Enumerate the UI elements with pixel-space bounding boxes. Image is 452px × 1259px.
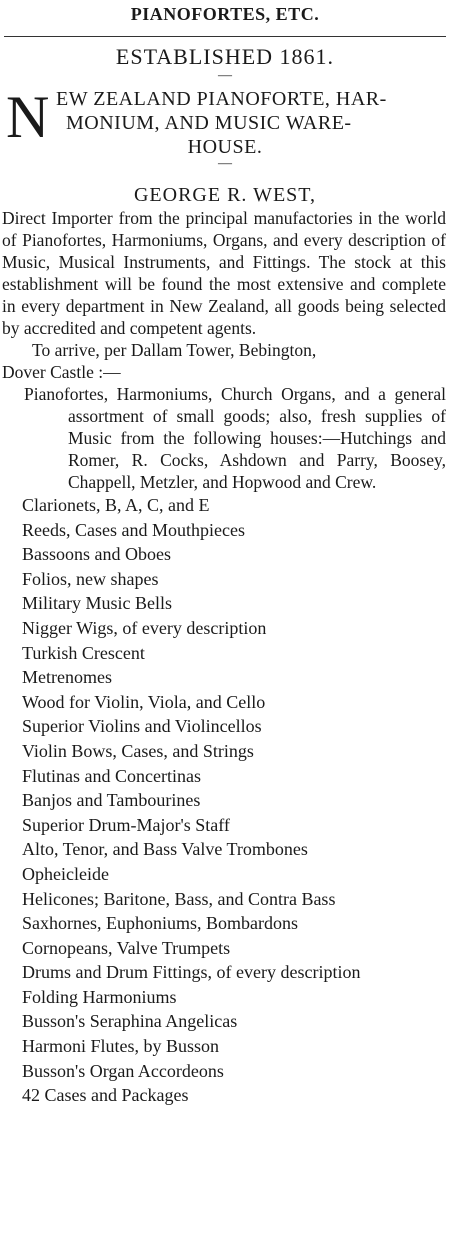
goods-list-item: Harmoni Flutes, by Busson — [22, 1036, 220, 1057]
goods-list-item: Flutinas and Concertinas — [22, 765, 201, 786]
goods-list-item: Drums and Drum Fittings, of every description — [22, 962, 361, 983]
goods-list — [2, 493, 448, 1108]
goods-list-item: Opheicleide — [22, 863, 109, 884]
goods-list-item: Banjos and Tambourines — [22, 790, 201, 811]
firm-name-block — [2, 84, 448, 159]
goods-list-item: Metrenomes — [22, 667, 112, 688]
goods-list-item: Violin Bows, Cases, and Strings — [22, 740, 254, 761]
established-line: ESTABLISHED 1861. — [115, 44, 335, 69]
separator-dash-2: — — [218, 156, 232, 171]
goods-list-item: Cornopeans, Valve Trumpets — [22, 937, 231, 958]
drop-cap: N — [6, 84, 50, 150]
goods-list-item: Turkish Crescent — [22, 642, 145, 663]
goods-list-item: Superior Violins and Violincellos — [22, 716, 262, 737]
section-heading: PIANOFORTES, ETC. — [130, 4, 320, 24]
goods-list-item: Folios, new shapes — [22, 568, 159, 589]
arrival-line-1: To arrive, per Dallam Tower, Bebington, — [32, 340, 317, 360]
goods-list-item: Bassoons and Oboes — [22, 544, 171, 565]
description-paragraph: Direct Importer from the principal manufactories in the world of Pianofortes, Harmoniums, Organs, and every description of Music, Musical Instruments, and Fittings. The stock at this establishment will be found the most extensive and complete in every department in New Zealand, all goods being selected by accredited and competent agents. — [2, 208, 446, 338]
firm-name-line-2: MONIUM, AND MUSIC WARE- — [66, 112, 352, 134]
goods-list-item: Alto, Tenor, and Bass Valve Trombones — [22, 839, 308, 860]
goods-list-item: Saxhornes, Euphoniums, Bombardons — [22, 913, 298, 934]
goods-list-item: Busson's Seraphina Angelicas — [22, 1011, 238, 1032]
goods-list-item: Nigger Wigs, of every description — [22, 617, 267, 638]
goods-list-item: Superior Drum-Major's Staff — [22, 814, 230, 835]
goods-list-item: Wood for Violin, Viola, and Cello — [22, 691, 266, 712]
goods-list-item: Helicones; Baritone, Bass, and Contra Bass — [22, 888, 336, 909]
pianofortes-entry: Pianofortes, Harmoniums, Church Organs, and a general assortment of small goods; also, fresh supplies of Music from the following houses:—Hutchings and Romer, R. Cocks, Ashdown and Parry, Boosey, Chappell, Metzler, and Hopwood and Crew. — [24, 384, 446, 492]
goods-list-item: Busson's Organ Accordeons — [22, 1060, 224, 1081]
firm-name-line-1: EW ZEALAND PIANOFORTE, HAR- — [56, 88, 387, 110]
firm-name-line-3: HOUSE. — [187, 136, 263, 158]
separator-dash: — — [218, 68, 232, 83]
goods-list-item: 42 Cases and Packages — [22, 1085, 189, 1106]
goods-list-item: Clarionets, B, A, C, and E — [22, 495, 210, 515]
heading-rule — [4, 36, 446, 37]
arrival-line-2: Dover Castle :— — [2, 362, 121, 382]
goods-list-item: Reeds, Cases and Mouthpieces — [22, 519, 245, 540]
proprietor-name: GEORGE R. WEST, — [133, 184, 317, 206]
goods-list-item: Folding Harmoniums — [22, 986, 177, 1007]
goods-list-item: Military Music Bells — [22, 593, 172, 614]
